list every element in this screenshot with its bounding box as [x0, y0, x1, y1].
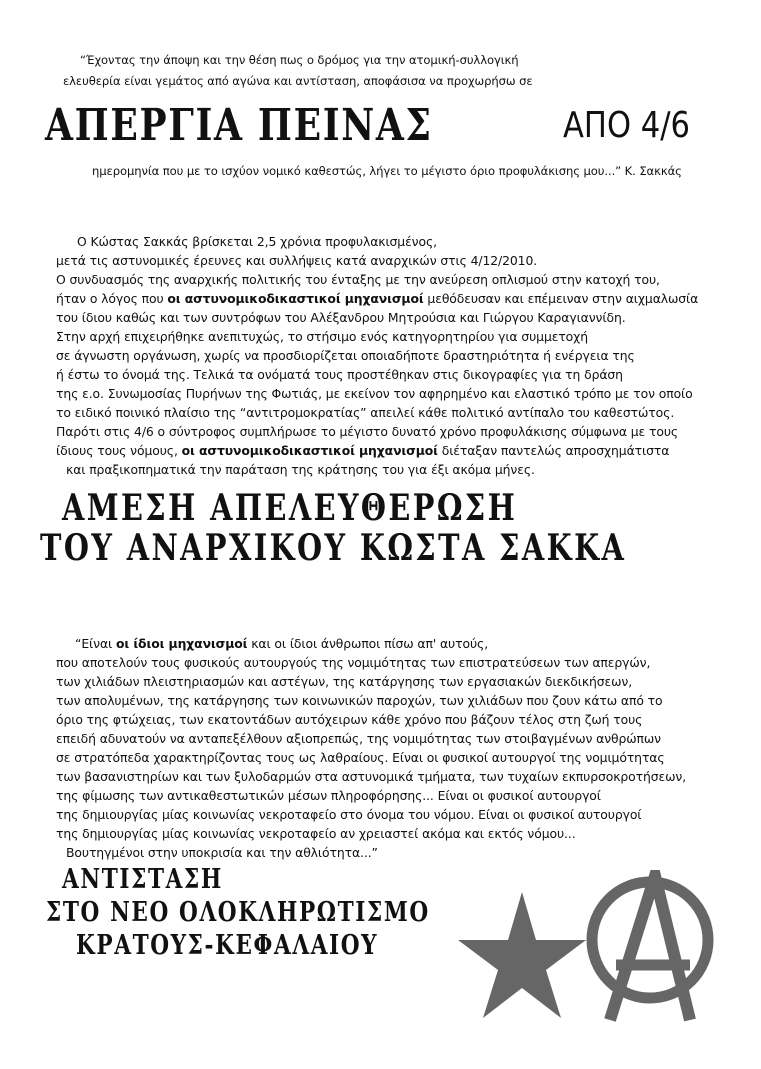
slogan-immediate-release: ΑΜΕΣΗ ΑΠΕΛΕΥΘΕΡΩΣΗ — [62, 487, 518, 529]
body-line: Παρότι στις 4/6 ο σύντροφος συμπλήρωσε το μέγιστο δυνατό χρόνο προφυλάκισης σύμφωνα με τους — [56, 424, 679, 439]
quote-line: των χιλιάδων πλειστηριασμών και αστέγων, της κατάργησης των εργασιακών διεκδικήσεων, — [56, 674, 633, 689]
star-icon — [458, 892, 586, 1018]
body-line — [56, 291, 698, 307]
body-line: Ο συνδυασμός της αναρχικής πολιτικής του ένταξης με την ανεύρεση οπλισμού στην κατοχή του, — [56, 272, 660, 287]
quote-line: επειδή αδυνατούν να ανταπεξέλθουν αξιοπρεπώς, της νομιμότητας των στοιβαγμένων ανθρώπων — [56, 731, 662, 746]
quote-line — [75, 636, 488, 652]
body-line: της ε.ο. Συνωμοσίας Πυρήνων της Φωτιάς, με εκείνον τον αφηρημένο και ελαστικό τρόπο με τον οποίο — [56, 386, 693, 401]
body-line: ή έστω το όνομά της. Τελικά τα ονόματά τους προστέθηκαν στις δικογραφίες για τη δράση — [56, 367, 623, 382]
headline-date: ΑΠΟ 4/6 — [563, 105, 691, 146]
body-line — [56, 443, 669, 459]
body-bold-segment: οι αστυνομικοδικαστικοί μηχανισμοί — [167, 291, 424, 306]
body-line: Στην αρχή επιχειρήθηκε ανεπιτυχώς, το στήσιμο ενός κατηγορητηρίου για συμμετοχή — [56, 329, 588, 344]
quote-line: της φίμωσης των αντικαθεστωτικών μέσων πληροφόρησης... Είναι οι φυσικοί αυτουργοί — [56, 788, 601, 803]
headline-hunger-strike: ΑΠΕΡΓΙΑ ΠΕΙΝΑΣ — [45, 100, 433, 151]
quote-line: όριο της φτώχειας, των εκατοντάδων αυτόχειρων κάθε χρόνο που βάζουν τέλος στη ζωή τους — [56, 712, 643, 727]
body-text-segment: μεθόδευσαν και επέμειναν στην αιχμαλωσία — [423, 291, 699, 306]
quote-line: των απολυμένων, της κατάργησης των κοινωνικών παροχών, των χιλιάδων που ζουν κάτω από το — [56, 693, 663, 708]
quote-line: της δημιουργίας μίας κοινωνίας νεκροταφείο στο όνομα του νόμου. Είναι οι φυσικοί αυτουργοί — [56, 807, 642, 822]
body-line: και πραξικοπηματικά την παράταση της κράτησης του για έξι ακόμα μήνες. — [66, 462, 535, 477]
body-line: μετά τις αστυνομικές έρευνες και συλλήψεις κατά αναρχικών στις 4/12/2010. — [56, 253, 538, 268]
body-line: σε άγνωστη οργάνωση, χωρίς να προσδιορίζεται οποιαδήποτε δραστηριότητα ή ενέργεια της — [56, 348, 635, 363]
body-line: το ειδικό ποινικό πλαίσιο της “αντιτρομοκρατίας” απειλεί κάθε πολιτικό αντίπαλο του καθεστώτος. — [56, 405, 675, 420]
body-bold-segment: οι αστυνομικοδικαστικοί μηχανισμοί — [181, 443, 438, 458]
quote-line: των βασανιστηρίων και των ξυλοδαρμών στα αστυνομικά τμήματα, των τυχαίων εκπυρσοκροτήσεων, — [56, 769, 687, 784]
top-quote-line-1: “Έχοντας την άποψη και την θέση πως ο δρόμος για την ατομική-συλλογική — [80, 53, 519, 67]
quote-line: σε στρατόπεδα χαρακτηρίζοντας τους ως λαθραίους. Είναι οι φυσικοί αυτουργοί της νομιμότητας — [56, 750, 665, 765]
slogan-resistance: ΑΝΤΙΣΤΑΣΗ — [62, 864, 223, 895]
body-text-segment: ήταν ο λόγος που — [56, 291, 168, 306]
slogan-new-totalitarianism: ΣΤΟ ΝΕΟ ΟΛΟΚΛΗΡΩΤΙΣΜΟ — [46, 897, 430, 928]
quote-text-segment: και οι ίδιοι άνθρωποι πίσω απ' αυτούς, — [247, 636, 489, 651]
body-line: του ίδιου καθώς και των συντρόφων του Αλέξανδρου Μητρούσια και Γιώργου Καραγιαννίδη. — [56, 310, 626, 325]
body-text-segment: ίδιους τους νόμους, — [56, 443, 182, 458]
slogan-of-anarchist: ΤΟΥ ΑΝΑΡΧΙΚΟΥ ΚΩΣΤΑ ΣΑΚΚΑ — [40, 527, 627, 569]
body-text-segment: διέταξαν παντελώς απροσχημάτιστα — [437, 443, 670, 458]
quote-line: της δημιουργίας μίας κοινωνίας νεκροταφείο αν χρειαστεί ακόμα και εκτός νόμου... — [56, 826, 576, 841]
body-line: Ο Κώστας Σακκάς βρίσκεται 2,5 χρόνια προφυλακισμένος, — [77, 234, 438, 249]
top-quote-line-3: ημερομηνία που με το ισχύον νομικό καθεστώς, λήγει το μέγιστο όριο προφυλάκισης μου...” Κ. Σακκάς — [92, 164, 682, 178]
quote-bold-segment: οι ίδιοι μηχανισμοί — [115, 636, 248, 651]
star-and-circled-a-icon — [450, 870, 730, 1050]
slogan-state-capital: ΚΡΑΤΟΥΣ-ΚΕΦΑΛΑΙΟΥ — [76, 930, 379, 961]
quote-line: που αποτελούν τους φυσικούς αυτουργούς της νομιμότητας των επιστρατεύσεων των απεργών, — [56, 655, 651, 670]
quote-line: Βουτηγμένοι στην υποκρισία και την αθλιότητα...” — [66, 845, 378, 860]
quote-text-segment: “Είναι — [75, 636, 116, 651]
top-quote-line-2: ελευθερία είναι γεμάτος από αγώνα και αντίσταση, αποφάσισα να προχωρήσω σε — [63, 74, 533, 88]
